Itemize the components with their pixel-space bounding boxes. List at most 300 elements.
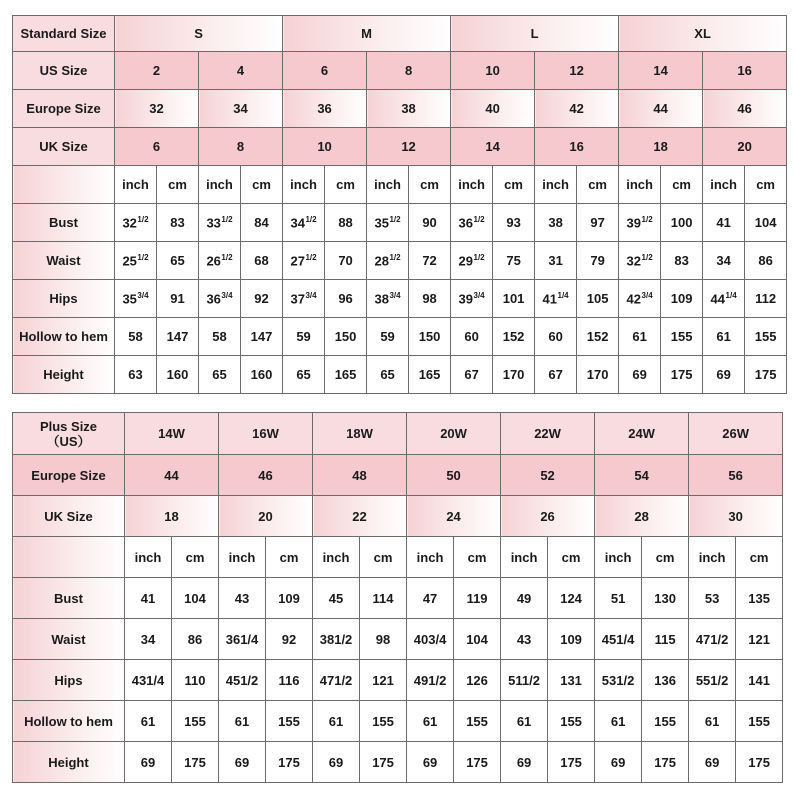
value-whole: 61 (716, 329, 731, 344)
value-whole: 65 (170, 253, 185, 268)
measurement-label: Height (13, 742, 125, 783)
value-whole: 70 (338, 253, 353, 268)
unit-inch-header: inch (535, 166, 577, 204)
inch-value: 403/4 (407, 619, 454, 660)
value-whole: 104 (754, 215, 777, 230)
cm-value (325, 356, 367, 394)
cm-value (157, 242, 199, 280)
plus-europe-size-cell: 46 (219, 455, 313, 496)
plus-measurement-row-height (13, 742, 783, 783)
inch-value: 34 (125, 619, 172, 660)
value-whole: 58 (212, 329, 227, 344)
us-size-cell: 12 (535, 52, 619, 90)
unit-cm-header: cm (241, 166, 283, 204)
cm-value: 175 (642, 742, 689, 783)
cm-value (157, 356, 199, 394)
standard-size-row (13, 16, 787, 52)
value-whole: 105 (586, 291, 609, 306)
value-whole: 91 (170, 291, 185, 306)
plus-size-cell: 18W (313, 413, 407, 455)
cm-value (745, 318, 787, 356)
inch-value: 51 (595, 578, 642, 619)
plus-size-cell: 14W (125, 413, 219, 455)
inch-value (451, 356, 493, 394)
value-whole: 36 (458, 215, 473, 231)
cm-value (745, 204, 787, 242)
cm-value: 175 (454, 742, 501, 783)
value-fraction: 3/4 (473, 290, 485, 300)
plus-size-cell: 22W (501, 413, 595, 455)
value-whole: 38 (374, 291, 389, 307)
uk-size-cell: 20 (703, 128, 787, 166)
value-whole: 67 (464, 367, 479, 382)
value-whole: 109 (670, 291, 693, 306)
value-whole: 98 (422, 291, 437, 306)
europe-size-cell: 44 (619, 90, 703, 128)
value-fraction: 3/4 (221, 290, 233, 300)
size-group-s: S (115, 16, 283, 52)
cm-value (661, 204, 703, 242)
measurement-row-height (13, 356, 787, 394)
inch-value (535, 280, 577, 318)
inch-value: 61 (313, 701, 360, 742)
inch-value: 47 (407, 578, 454, 619)
inch-value (283, 204, 325, 242)
inch-value: 61 (219, 701, 266, 742)
value-whole: 38 (548, 215, 563, 230)
inch-value: 61 (125, 701, 172, 742)
inch-value (619, 280, 661, 318)
uk-size-row (13, 128, 787, 166)
value-whole: 28 (374, 253, 389, 269)
unit-inch-header: inch (501, 537, 548, 578)
inch-value: 45 (313, 578, 360, 619)
inch-value (115, 318, 157, 356)
value-whole: 92 (254, 291, 269, 306)
value-whole: 68 (254, 253, 269, 268)
cm-value (409, 204, 451, 242)
value-whole: 147 (166, 329, 189, 344)
value-whole: 150 (418, 329, 441, 344)
unit-inch-header: inch (219, 537, 266, 578)
plus-uk-size-cell: 28 (595, 496, 689, 537)
unit-cm-header: cm (325, 166, 367, 204)
value-whole: 69 (716, 367, 731, 382)
value-whole: 59 (296, 329, 311, 344)
inch-value (283, 280, 325, 318)
inch-value: 471/2 (689, 619, 736, 660)
cm-value (157, 280, 199, 318)
value-whole: 34 (290, 215, 305, 231)
uk-size-label: UK Size (13, 128, 115, 166)
plus-measurement-row-hollow-to-hem (13, 701, 783, 742)
cm-value (577, 356, 619, 394)
us-size-label: US Size (13, 52, 115, 90)
measurement-row-hips (13, 280, 787, 318)
europe-size-cell: 38 (367, 90, 451, 128)
plus-europe-size-row (13, 455, 783, 496)
inch-value (535, 242, 577, 280)
cm-value (493, 280, 535, 318)
plus-unit-row-blank (13, 537, 125, 578)
inch-value (367, 204, 409, 242)
cm-value: 155 (642, 701, 689, 742)
value-whole: 112 (755, 291, 777, 306)
cm-value (409, 356, 451, 394)
value-fraction: 1/2 (473, 252, 485, 262)
inch-value (535, 318, 577, 356)
measurement-label: Bust (13, 578, 125, 619)
cm-value (577, 242, 619, 280)
value-fraction: 3/4 (641, 290, 653, 300)
inch-value (367, 318, 409, 356)
unit-inch-header: inch (703, 166, 745, 204)
cm-value (409, 318, 451, 356)
inch-value (115, 280, 157, 318)
plus-measurements (13, 578, 783, 783)
plus-size-label-line2: （US） (46, 433, 91, 449)
inch-value: 61 (407, 701, 454, 742)
inch-value (703, 204, 745, 242)
inch-value: 431/4 (125, 660, 172, 701)
cm-value: 121 (360, 660, 407, 701)
inch-value: 43 (219, 578, 266, 619)
inch-value (115, 242, 157, 280)
value-whole: 93 (506, 215, 521, 230)
europe-size-cell: 32 (115, 90, 199, 128)
value-whole: 36 (206, 291, 221, 307)
plus-uk-size-cell: 20 (219, 496, 313, 537)
value-whole: 152 (502, 329, 525, 344)
cm-value: 155 (172, 701, 219, 742)
value-whole: 67 (548, 367, 563, 382)
plus-size-label-line1: Plus Size (39, 418, 98, 434)
uk-size-cell: 18 (619, 128, 703, 166)
inch-value (451, 280, 493, 318)
cm-value: 175 (172, 742, 219, 783)
cm-value: 98 (360, 619, 407, 660)
value-whole: 39 (626, 215, 642, 231)
cm-value (493, 356, 535, 394)
value-whole: 35 (122, 291, 137, 307)
europe-size-cell: 40 (451, 90, 535, 128)
cm-value: 155 (454, 701, 501, 742)
cm-value: 155 (360, 701, 407, 742)
europe-size-cell: 34 (199, 90, 283, 128)
value-whole: 65 (212, 367, 227, 382)
cm-value (493, 242, 535, 280)
cm-value (325, 204, 367, 242)
value-fraction: 3/4 (389, 290, 401, 300)
plus-uk-size-cell: 24 (407, 496, 501, 537)
value-whole: 58 (128, 329, 143, 344)
cm-value: 109 (548, 619, 595, 660)
inch-value: 361/4 (219, 619, 266, 660)
cm-value: 121 (736, 619, 783, 660)
value-whole: 37 (290, 291, 305, 307)
value-whole: 33 (206, 215, 221, 231)
uk-size-cell: 8 (199, 128, 283, 166)
cm-value (241, 356, 283, 394)
inch-value: 53 (689, 578, 736, 619)
value-fraction: 1/2 (473, 214, 485, 224)
plus-size-cell: 24W (595, 413, 689, 455)
cm-value: 104 (454, 619, 501, 660)
us-size-cell: 14 (619, 52, 703, 90)
value-whole: 60 (464, 329, 479, 344)
inch-value: 61 (595, 701, 642, 742)
value-whole: 31 (548, 253, 563, 268)
measurement-label: Hips (13, 280, 115, 318)
inch-value (199, 318, 241, 356)
value-fraction: 1/2 (305, 252, 317, 262)
measurement-label: Height (13, 356, 115, 394)
uk-size-cell: 14 (451, 128, 535, 166)
value-fraction: 1/2 (137, 214, 149, 224)
value-whole: 175 (670, 367, 693, 382)
value-whole: 65 (296, 367, 311, 382)
plus-measurement-row-waist (13, 619, 783, 660)
us-size-cell: 4 (199, 52, 283, 90)
value-whole: 90 (422, 215, 437, 230)
cm-value: 116 (266, 660, 313, 701)
cm-value: 115 (642, 619, 689, 660)
cm-value: 126 (454, 660, 501, 701)
inch-value: 69 (313, 742, 360, 783)
inch-value (283, 356, 325, 394)
cm-value: 131 (548, 660, 595, 701)
value-whole: 26 (206, 253, 221, 269)
inch-value (115, 356, 157, 394)
cm-value (493, 204, 535, 242)
uk-size-cell: 16 (535, 128, 619, 166)
cm-value: 141 (736, 660, 783, 701)
inch-value (283, 318, 325, 356)
size-group-l: L (451, 16, 619, 52)
unit-inch-header: inch (407, 537, 454, 578)
uk-size-cell: 12 (367, 128, 451, 166)
cm-value: 119 (454, 578, 501, 619)
europe-size-row (13, 90, 787, 128)
europe-size-label: Europe Size (13, 90, 115, 128)
unit-inch-header: inch (313, 537, 360, 578)
cm-value (745, 356, 787, 394)
value-whole: 165 (334, 367, 357, 382)
inch-value: 41 (125, 578, 172, 619)
cm-value (157, 318, 199, 356)
plus-europe-size-cell: 54 (595, 455, 689, 496)
cm-value (409, 242, 451, 280)
value-fraction: 1/2 (137, 252, 149, 262)
value-fraction: 3/4 (137, 290, 149, 300)
plus-measurement-row-hips (13, 660, 783, 701)
measurement-row-hollow-to-hem (13, 318, 787, 356)
value-fraction: 1/2 (389, 252, 401, 262)
europe-size-cell: 46 (703, 90, 787, 128)
inch-value (703, 242, 745, 280)
value-fraction: 1/2 (305, 214, 317, 224)
value-whole: 35 (374, 215, 389, 231)
value-whole: 170 (586, 367, 609, 382)
plus-uk-size-cell: 26 (501, 496, 595, 537)
inch-value (535, 356, 577, 394)
inch-value (619, 204, 661, 242)
inch-value (115, 204, 157, 242)
plus-uk-size-cell: 22 (313, 496, 407, 537)
us-size-row (13, 52, 787, 90)
unit-cm-header: cm (172, 537, 219, 578)
standard-size-label: Standard Size (13, 16, 115, 52)
inch-value (451, 318, 493, 356)
unit-cm-header: cm (736, 537, 783, 578)
inch-value: 43 (501, 619, 548, 660)
plus-europe-size-cell: 48 (313, 455, 407, 496)
size-group-xl: XL (619, 16, 787, 52)
value-whole: 83 (170, 215, 185, 230)
unit-inch-header: inch (689, 537, 736, 578)
unit-cm-header: cm (266, 537, 313, 578)
plus-uk-size-cell: 30 (689, 496, 783, 537)
cm-value (745, 280, 787, 318)
cm-value: 155 (266, 701, 313, 742)
unit-cm-header: cm (360, 537, 407, 578)
inch-value (703, 318, 745, 356)
value-whole: 63 (128, 367, 143, 382)
inch-value (619, 356, 661, 394)
plus-uk-size-cell: 18 (125, 496, 219, 537)
europe-size-cell: 42 (535, 90, 619, 128)
value-fraction: 1/2 (389, 214, 401, 224)
unit-inch-header: inch (199, 166, 241, 204)
europe-size-cell: 36 (283, 90, 367, 128)
plus-unit-row (13, 537, 783, 578)
value-whole: 160 (166, 367, 189, 382)
inch-value: 69 (407, 742, 454, 783)
plus-size-cell: 16W (219, 413, 313, 455)
plus-europe-size-cell: 52 (501, 455, 595, 496)
plus-uk-size-label: UK Size (13, 496, 125, 537)
unit-inch-header: inch (367, 166, 409, 204)
value-whole: 41 (716, 215, 731, 230)
inch-value: 69 (125, 742, 172, 783)
value-fraction: 1/2 (221, 214, 233, 224)
value-whole: 160 (250, 367, 273, 382)
value-fraction: 3/4 (305, 290, 317, 300)
cm-value: 175 (360, 742, 407, 783)
cm-value: 136 (642, 660, 689, 701)
inch-value: 491/2 (407, 660, 454, 701)
value-fraction: 1/4 (725, 290, 737, 300)
value-whole: 25 (122, 253, 137, 269)
inch-value (367, 280, 409, 318)
value-whole: 34 (716, 253, 731, 268)
plus-size-cell: 26W (689, 413, 783, 455)
cm-value (241, 318, 283, 356)
value-whole: 101 (502, 291, 525, 306)
cm-value (325, 280, 367, 318)
value-whole: 86 (758, 253, 773, 268)
measurement-label: Waist (13, 242, 115, 280)
value-whole: 42 (626, 291, 642, 307)
cm-value: 155 (548, 701, 595, 742)
value-whole: 97 (590, 215, 605, 230)
cm-value: 86 (172, 619, 219, 660)
cm-value (241, 242, 283, 280)
value-whole: 155 (754, 329, 777, 344)
inch-value: 531/2 (595, 660, 642, 701)
value-whole: 39 (458, 291, 473, 307)
cm-value (241, 204, 283, 242)
value-whole: 83 (674, 253, 689, 268)
us-size-cell: 8 (367, 52, 451, 90)
plus-size-label (13, 413, 125, 455)
cm-value: 110 (172, 660, 219, 701)
plus-europe-size-cell: 44 (125, 455, 219, 496)
inch-value: 511/2 (501, 660, 548, 701)
value-whole: 155 (670, 329, 693, 344)
plus-uk-size-row (13, 496, 783, 537)
value-fraction: 1/4 (557, 290, 569, 300)
us-size-cell: 10 (451, 52, 535, 90)
value-whole: 32 (626, 253, 642, 269)
unit-cm-header: cm (745, 166, 787, 204)
measurement-row-waist (13, 242, 787, 280)
value-whole: 175 (754, 367, 777, 382)
plus-size-row (13, 413, 783, 455)
inch-value (199, 280, 241, 318)
value-fraction: 1/2 (641, 252, 653, 262)
measurement-label: Hips (13, 660, 125, 701)
cm-value: 114 (360, 578, 407, 619)
value-whole: 61 (632, 329, 647, 344)
value-fraction: 1/2 (641, 214, 653, 224)
cm-value (325, 318, 367, 356)
inch-value: 61 (501, 701, 548, 742)
inch-value: 49 (501, 578, 548, 619)
uk-size-cell: 10 (283, 128, 367, 166)
cm-value (661, 280, 703, 318)
inch-value (451, 204, 493, 242)
us-size-cell: 16 (703, 52, 787, 90)
inch-value: 471/2 (313, 660, 360, 701)
plus-measurement-row-bust (13, 578, 783, 619)
value-whole: 72 (422, 253, 437, 268)
cm-value (661, 318, 703, 356)
unit-row (13, 166, 787, 204)
inch-value (619, 242, 661, 280)
cm-value (241, 280, 283, 318)
measurement-row-bust (13, 204, 787, 242)
inch-value (283, 242, 325, 280)
inch-value (367, 242, 409, 280)
value-whole: 65 (380, 367, 395, 382)
value-whole: 100 (670, 215, 693, 230)
measurement-label: Hollow to hem (13, 318, 115, 356)
inch-value: 381/2 (313, 619, 360, 660)
value-whole: 41 (542, 291, 557, 307)
value-whole: 44 (710, 291, 726, 307)
cm-value: 135 (736, 578, 783, 619)
uk-size-cell: 6 (115, 128, 199, 166)
inch-value: 69 (219, 742, 266, 783)
value-whole: 27 (290, 253, 305, 269)
cm-value (577, 318, 619, 356)
cm-value (577, 204, 619, 242)
inch-value: 451/2 (219, 660, 266, 701)
inch-value (367, 356, 409, 394)
cm-value (661, 356, 703, 394)
inch-value (199, 356, 241, 394)
